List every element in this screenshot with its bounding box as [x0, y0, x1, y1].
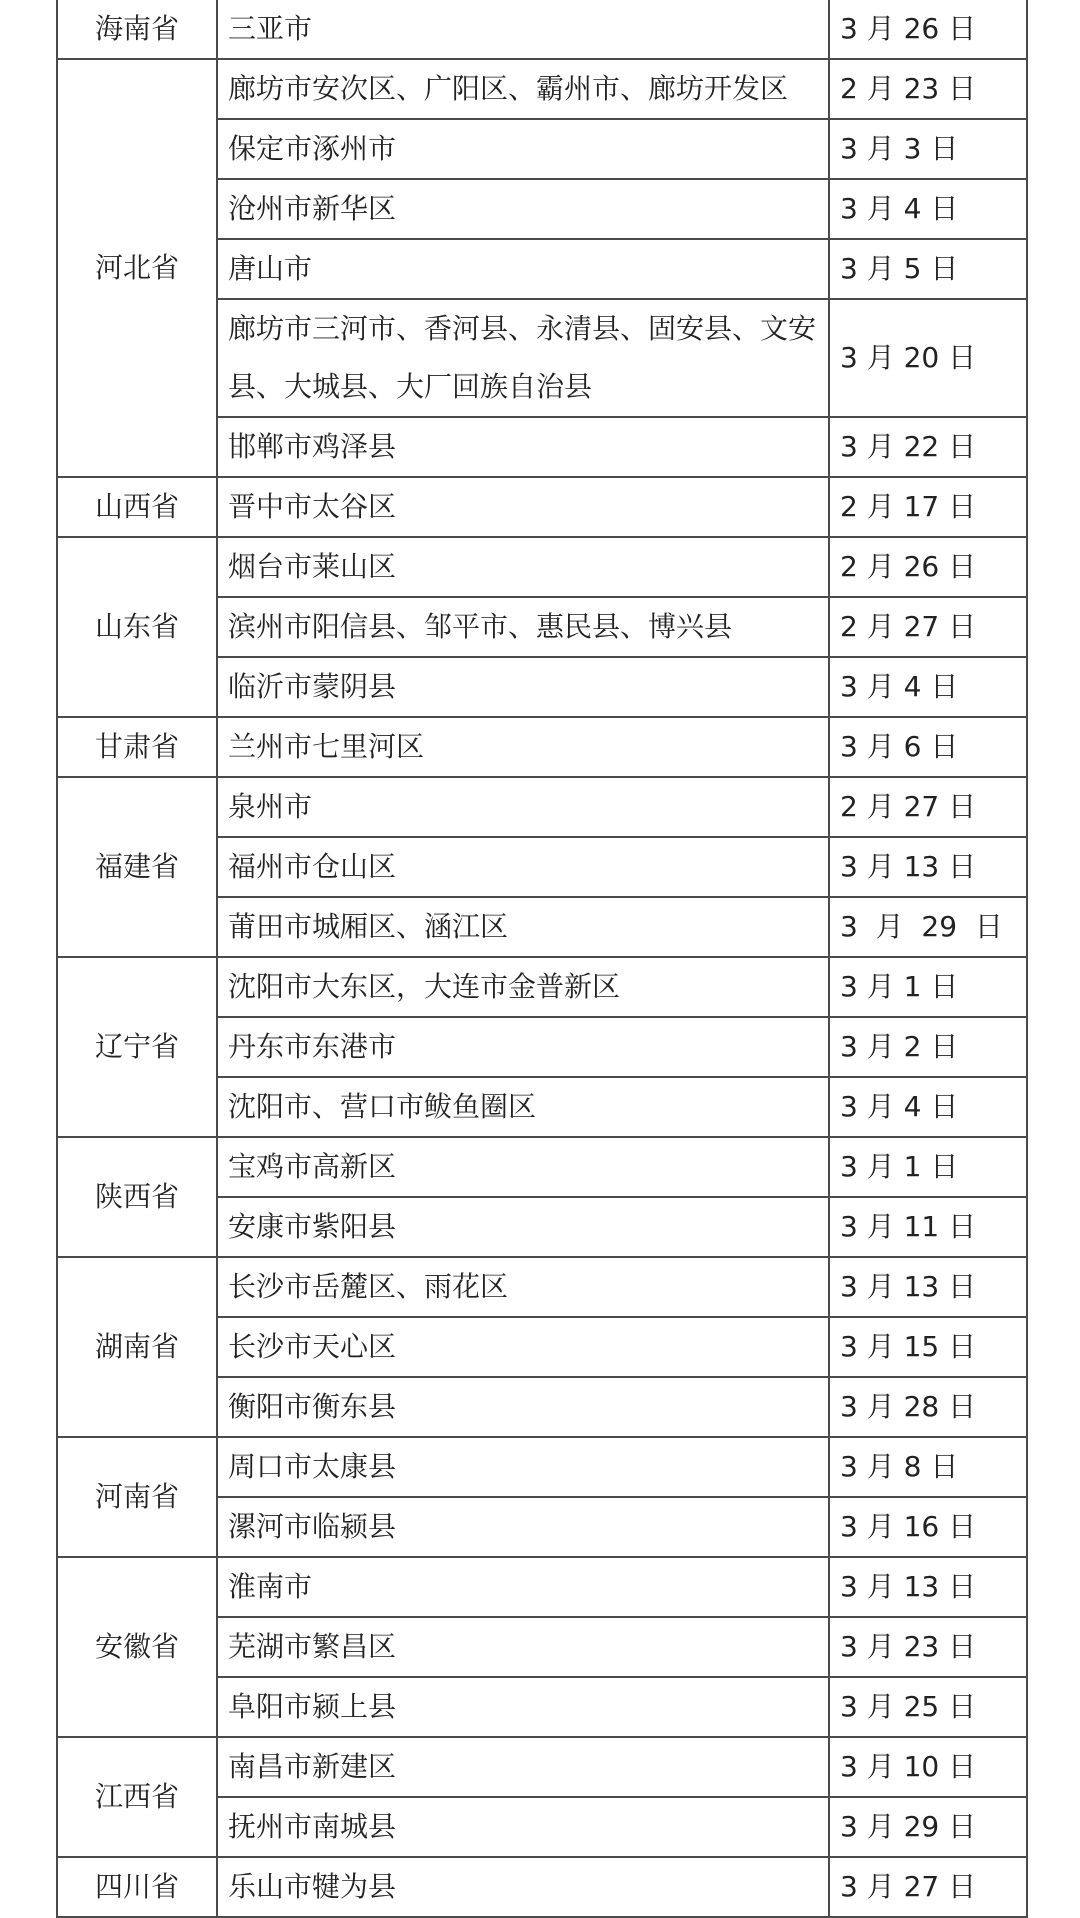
date-cell: 3 月 13 日: [829, 837, 1027, 897]
date-cell: 3 月 5 日: [829, 239, 1027, 299]
area-cell: 沈阳市、营口市鲅鱼圈区: [217, 1077, 829, 1137]
area-cell: 衡阳市衡东县: [217, 1377, 829, 1437]
area-cell: 福州市仓山区: [217, 837, 829, 897]
area-cell: 保定市涿州市: [217, 119, 829, 179]
province-cell: 山东省: [57, 537, 217, 717]
date-cell: 3 月 28 日: [829, 1377, 1027, 1437]
table-row: [57, 537, 1027, 597]
area-cell: 兰州市七里河区: [217, 717, 829, 777]
area-cell: 宝鸡市高新区: [217, 1137, 829, 1197]
table-row: [57, 1857, 1027, 1917]
area-cell: 临沂市蒙阴县: [217, 657, 829, 717]
province-cell: 辽宁省: [57, 957, 217, 1137]
date-cell: 3 月 13 日: [829, 1557, 1027, 1617]
area-cell: 廊坊市三河市、香河县、永清县、固安县、文安县、大城县、大厂回族自治县: [217, 299, 829, 417]
date-cell: 3 月 13 日: [829, 1257, 1027, 1317]
table-row: [57, 1737, 1027, 1797]
table-body: [57, 0, 1027, 1917]
province-cell: 河北省: [57, 59, 217, 477]
date-cell: 3 月 23 日: [829, 1617, 1027, 1677]
area-cell: 唐山市: [217, 239, 829, 299]
table-row: [57, 477, 1027, 537]
province-cell: 江西省: [57, 1737, 217, 1857]
area-cell: 长沙市天心区: [217, 1317, 829, 1377]
area-cell: 芜湖市繁昌区: [217, 1617, 829, 1677]
date-cell: 2 月 26 日: [829, 537, 1027, 597]
province-cell: 湖南省: [57, 1257, 217, 1437]
table-row: [57, 0, 1027, 59]
date-cell: 3 月 4 日: [829, 179, 1027, 239]
area-cell: 廊坊市安次区、广阳区、霸州市、廊坊开发区: [217, 59, 829, 119]
date-cell: 2 月 23 日: [829, 59, 1027, 119]
area-cell: 周口市太康县: [217, 1437, 829, 1497]
date-cell: 2 月 17 日: [829, 477, 1027, 537]
province-cell: 安徽省: [57, 1557, 217, 1737]
table-row: [57, 1437, 1027, 1497]
date-cell: 3 月 25 日: [829, 1677, 1027, 1737]
region-date-table: [56, 0, 1028, 1918]
area-cell: 漯河市临颍县: [217, 1497, 829, 1557]
area-cell: 阜阳市颍上县: [217, 1677, 829, 1737]
date-cell: 3 月 27 日: [829, 1857, 1027, 1917]
area-cell: 长沙市岳麓区、雨花区: [217, 1257, 829, 1317]
date-cell: 2 月 27 日: [829, 777, 1027, 837]
area-cell: 安康市紫阳县: [217, 1197, 829, 1257]
table-row: [57, 1137, 1027, 1197]
area-cell: 泉州市: [217, 777, 829, 837]
date-cell: 3 月 8 日: [829, 1437, 1027, 1497]
date-cell: 3 月 26 日: [829, 0, 1027, 59]
area-cell: 南昌市新建区: [217, 1737, 829, 1797]
date-cell: 3 月 1 日: [829, 1137, 1027, 1197]
province-cell: 福建省: [57, 777, 217, 957]
table-row: [57, 1257, 1027, 1317]
area-cell: 淮南市: [217, 1557, 829, 1617]
table-row: [57, 777, 1027, 837]
date-cell: 3 月 16 日: [829, 1497, 1027, 1557]
date-cell: 3 月 20 日: [829, 299, 1027, 417]
area-cell: 丹东市东港市: [217, 1017, 829, 1077]
date-cell: 3 月 1 日: [829, 957, 1027, 1017]
province-cell: 山西省: [57, 477, 217, 537]
date-cell: 2 月 27 日: [829, 597, 1027, 657]
area-cell: 三亚市: [217, 0, 829, 59]
province-cell: 河南省: [57, 1437, 217, 1557]
area-cell: 抚州市南城县: [217, 1797, 829, 1857]
date-cell: 3 月 4 日: [829, 657, 1027, 717]
province-cell: 海南省: [57, 0, 217, 59]
province-cell: 四川省: [57, 1857, 217, 1917]
area-cell: 乐山市犍为县: [217, 1857, 829, 1917]
table-row: [57, 957, 1027, 1017]
date-cell: 3 月 2 日: [829, 1017, 1027, 1077]
province-cell: 陕西省: [57, 1137, 217, 1257]
date-cell: 3 月 6 日: [829, 717, 1027, 777]
date-cell: 3 月 29 日: [829, 1797, 1027, 1857]
date-cell: 3 月 4 日: [829, 1077, 1027, 1137]
table-row: [57, 59, 1027, 119]
area-cell: 滨州市阳信县、邹平市、惠民县、博兴县: [217, 597, 829, 657]
date-cell: 3 月 10 日: [829, 1737, 1027, 1797]
area-cell: 沈阳市大东区，大连市金普新区: [217, 957, 829, 1017]
province-cell: 甘肃省: [57, 717, 217, 777]
table-row: [57, 1557, 1027, 1617]
area-cell: 沧州市新华区: [217, 179, 829, 239]
table-row: [57, 717, 1027, 777]
date-cell: 3 月 15 日: [829, 1317, 1027, 1377]
date-cell: 3 月 29 日: [829, 897, 1027, 957]
date-cell: 3 月 22 日: [829, 417, 1027, 477]
area-cell: 烟台市莱山区: [217, 537, 829, 597]
date-cell: 3 月 11 日: [829, 1197, 1027, 1257]
date-cell: 3 月 3 日: [829, 119, 1027, 179]
area-cell: 晋中市太谷区: [217, 477, 829, 537]
area-cell: 邯郸市鸡泽县: [217, 417, 829, 477]
area-cell: 莆田市城厢区、涵江区: [217, 897, 829, 957]
